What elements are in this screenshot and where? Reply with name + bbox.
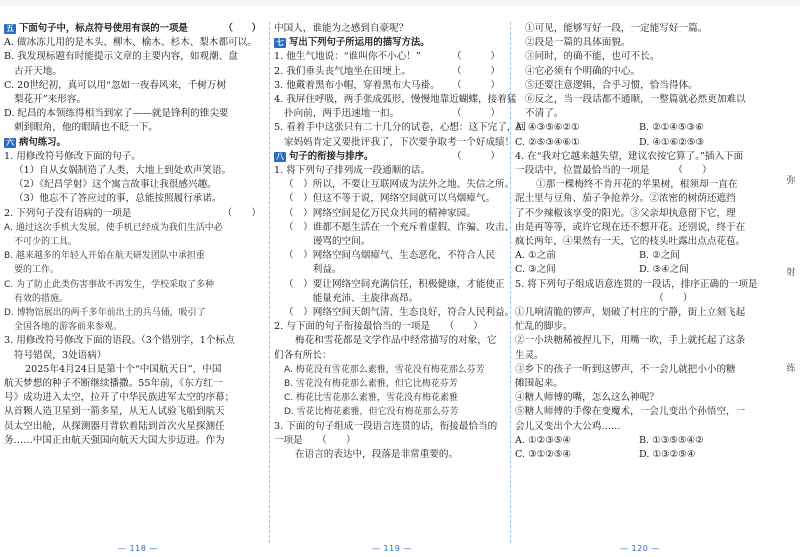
q7-line: [274, 121, 527, 135]
option-line: B. 越来越多的年轻人开始在航天研发团队中承担重: [4, 251, 205, 262]
option-row-left: C. ③之间: [515, 264, 556, 276]
answer-paren: （ ）: [452, 79, 500, 91]
passage-line: 员太空出舱，从探测器月背软着陆到首次火星探测任: [4, 420, 225, 432]
option-row: [515, 136, 763, 150]
q5-line: ④糖人师傅的嘴，怎么这么神呢？: [515, 392, 659, 404]
option-line: 要的工作。: [14, 265, 60, 276]
option-line: A. 做冰冻儿用的是木头、柳木、榆木、杉木、梨木都可以。: [4, 37, 257, 49]
option-row-right: B. ①③⑤⑤④②: [639, 434, 704, 446]
q5-line: 5. 将下列句子组成语意连贯的一段话，排序正确的一项是: [515, 278, 758, 290]
q4-line: 一段话中，位置最恰当的一项是 （ ）: [515, 165, 712, 177]
sentence-line: ⑤还要注意逻辑，合乎习惯，恰当得体。: [525, 79, 698, 91]
q8-1-items: [274, 178, 515, 320]
option-row-right: D. ①③②⑤④: [639, 449, 696, 461]
q5-line: ①几响清脆的锣声，划破了村庄的宁静，街上立刻飞起: [515, 307, 746, 319]
page-number-120: — 120 —: [620, 544, 660, 553]
option-row: [515, 263, 763, 277]
side-label-1: 弥: [786, 176, 796, 186]
q6-1-stem: 1. 用修改符号修改下面的句子。: [4, 150, 141, 162]
q5-line: 摊围起来。: [515, 378, 563, 390]
option-row-left: A. ④③⑤⑥②①: [515, 122, 580, 134]
q4-line: 4. 在“我对它越来越失望，建议农按它算了。”插入下面: [515, 150, 744, 162]
q7-text: 5. 看着手中这张只有二十几分的试卷，心想：这下完了，回: [274, 122, 527, 134]
section-7-heading: 七 写出下列句子所运用的描写方法。: [276, 37, 430, 49]
section-5-number: 五: [6, 24, 14, 33]
q4-line: 由是再等等，或许它现在还不想开花。还别说，终于在: [515, 221, 746, 233]
lead-line: 中国人，谁能为之感到自豪呢？: [274, 23, 409, 34]
option-row-right: D. ④①⑥②⑤③: [639, 136, 705, 148]
option-line: 有效的措施。: [14, 293, 69, 304]
option-row: [515, 249, 763, 263]
q4-line: ①那一棵梅终不肯开花的苹果树，根须却一直在: [536, 179, 738, 191]
q7-line: [274, 107, 506, 121]
q7-text: 4. 我屏住呼吸，两手张成弧形，慢慢地靠近蝴蝶，接着猛: [274, 94, 517, 106]
q5-line: 生灵。: [515, 349, 544, 361]
lead-text: [274, 22, 506, 36]
section-8-heading: 八 句子的衔接与排序。: [276, 150, 374, 162]
q6-1-items: [4, 164, 267, 207]
answer-paren: （ ）: [452, 51, 500, 63]
sentence-line: ③同时，的确不能，也可不长。: [525, 51, 660, 63]
page-120-column: [515, 22, 763, 462]
section-6-heading: 六 病句练习。: [6, 136, 66, 148]
q5-line: ②一小块糖稀被捏儿下，用嘴一吹，手上就托起了这条: [515, 335, 746, 347]
q7-line: [274, 50, 506, 64]
ordering-line: 利益。: [284, 264, 342, 276]
q7-line: [274, 79, 506, 93]
ordering-line: （ ）要让网络空间充满信任，积极健康，才能使正: [284, 278, 505, 290]
q4-line: 了不少辣椒该享受的阳光。③父亲却执意留下它，理: [515, 207, 736, 219]
q6-3-passage: [4, 334, 267, 448]
q7-line: [274, 136, 515, 150]
sentence-line: （3）他忘不了答应过的事，总能按照履行承诺。: [14, 193, 222, 205]
option-row-left: C. ③①②⑤④: [515, 449, 572, 461]
q5-line: （ ）: [515, 292, 693, 304]
passage-line: 号》成功进入太空，拉开了中华民族进军太空的序幕；: [4, 392, 235, 404]
option-row: [515, 121, 763, 135]
q8-3-line: 3. 下面的句子组成一段语言连贯的话，衔接最恰当的: [274, 420, 498, 432]
section-7-number: 七: [276, 38, 284, 48]
ordering-line: 谩骂的空间。: [284, 236, 371, 248]
passage-line: 3. 用修改符号修改下面的语段。（3个错别字，1个标点: [4, 335, 235, 347]
option-line: 刺到眼角，他的眼睛也不眨一下。: [14, 122, 158, 134]
q8-2-line: B. 雪花没有梅花那么素雅，但它比梅花芬芳: [284, 379, 458, 390]
side-label-3: 练: [786, 364, 796, 374]
option-line: D. 博物馆展出的两千多年前出土的兵马俑，吸引了: [4, 308, 206, 319]
option-line: 不可少的工具。: [14, 237, 78, 248]
option-row-right: D. ③④之间: [639, 264, 689, 276]
sentence-line: （1）自从女娲制造了人类，大地上到处欢声笑语。: [14, 165, 232, 177]
passage-line: 务……中国正由航天强国向航天大国大步迈进。作为: [4, 434, 225, 446]
option-line: B. 我发现标题有时能提示文章的主要内容，如观潮、盘: [4, 51, 238, 63]
sentence-line: 不清了。: [525, 108, 564, 120]
option-line: 全国各地的游客前来参观。: [14, 322, 123, 333]
option-row-left: A. ①②③⑤④: [515, 434, 572, 446]
q8-2-items: [274, 320, 506, 419]
page-118-column: [4, 22, 267, 448]
q8-3-items: [274, 420, 506, 463]
option-line: C. 20世纪初，真可以用“忽如一夜春风来，千树万树: [4, 79, 227, 91]
q5-line: ⑤糖人师傅的手像在变魔术，一会儿变出个孙悟空，一: [515, 406, 746, 418]
column-divider-2: [510, 22, 511, 543]
passage-line: 航天梦想的种子不断继续播撒。55年前，《东方红一: [4, 378, 223, 390]
options-4: [515, 249, 763, 277]
options-a: [515, 121, 763, 149]
ordering-line: （ ）网络空间是亿万民众共同的精神家园。: [284, 207, 476, 219]
q6-2-options: [4, 221, 267, 335]
option-row: [515, 448, 763, 462]
q6-2-stem: 2. 下列句子没有语病的一项是 （ ）: [4, 207, 261, 219]
q8-2-line: 们各有所长：: [274, 349, 332, 361]
option-line: A. 通过这次手机大发展，使手机已经成为我们生活中必: [4, 222, 223, 233]
q8-2-line: 2. 与下面的句子衔接最恰当的一项是 （ ）: [274, 321, 483, 333]
sentence-line: （2）《纪昌学射》这个寓言故事让我很感兴趣。: [14, 179, 217, 191]
q4-line: 疯长两年，④果然有一天，它的枝头吐露出点点花苞。: [515, 236, 746, 248]
option-line: 梨花开”来形容。: [14, 94, 87, 106]
option-row: [515, 434, 763, 448]
ordering-line: （ ）网络空间天朗气清、生态良好，符合人民利益。: [284, 307, 515, 319]
page-number-118: — 118 —: [118, 544, 158, 553]
q8-2-line: 梅花和雪花都是文学作品中经常描写的对象，它: [295, 335, 497, 347]
section-6-number: 六: [6, 137, 14, 147]
q8-3-line: 一项是 （ ）: [274, 434, 356, 446]
option-line: C. 为了防止此类伤害事故不再发生，学校采取了多种: [4, 279, 215, 290]
sentence-line: ④它必须有个明确的中心。: [525, 65, 641, 77]
section-8-number: 八: [276, 151, 284, 161]
question-5: [515, 278, 763, 434]
q5-line: 会儿又变出个大公鸡……: [515, 420, 621, 432]
column-divider-1: [269, 22, 270, 543]
sentence-line: ②段是一篇的具体面貌。: [525, 37, 631, 49]
q7-text: 2. 我们垂头丧气地坐在田埂上。: [274, 65, 411, 77]
option-line: 古开天地。: [14, 65, 62, 77]
passage-line: 从首颗人造卫星到一箭多星，从无人试验飞船到航天: [4, 406, 225, 418]
passage-line: 符号错误，3处语病）: [14, 349, 107, 361]
q8-1-stem: 1. 将下列句子排列成一段通顺的话。: [274, 165, 431, 177]
option-row-left: A. ①之前: [515, 250, 556, 262]
ordering-line: （ ）所以，不要让互联网成为法外之地、失信之所。: [284, 179, 515, 191]
option-line: D. 纪昌的本领练得相当到家了——就是锋利的锥尖要: [4, 108, 229, 120]
q8-2-line: C. 梅花比雪花那么素雅，雪花没有梅花素雅: [284, 393, 459, 404]
ordering-line: （ ）网络空间乌烟瘴气、生态恶化，不符合人民: [284, 250, 496, 262]
q7-text: 扑向前，两手迅速地一扣。: [284, 108, 400, 120]
ordering-line: （ ）谁都不愿生活在一个充斥着虚假、诈骗、攻击、: [284, 221, 515, 233]
option-row-left: C. ②⑤③④⑥①: [515, 136, 580, 148]
q7-line: [274, 65, 506, 79]
sentence-line: ⑥反之，当一段话都不通顺，一整篇就必然更加难以: [525, 94, 746, 106]
q8-2-line: D. 雪花比梅花素雅，但它没有梅花那么芬芳: [284, 407, 459, 418]
ordering-line: （ ）但这不等于说，网络空间就可以乌烟瘴气。: [284, 193, 496, 205]
top-edge: [0, 0, 800, 6]
answer-paren: （ ）: [452, 108, 500, 120]
page-119-column: [274, 22, 527, 462]
q7-line: [274, 93, 517, 107]
section-5-heading: 五 下面句子中，标点符号使用有误的一项是 （ ）: [6, 23, 261, 34]
side-label-2: 射: [786, 268, 796, 278]
passage-line: 2025年4月24日是第十个“中国航天日”，中国: [25, 363, 222, 375]
q8-3-line: 在语言的表达中，段落是非常重要的。: [295, 449, 459, 461]
answer-paren: （ ）: [452, 150, 500, 162]
sentence-line: ①可见，能够写好一段，一定能写好一篇。: [525, 23, 708, 34]
q5-line: ③乡下的孩子一听到这锣声，不一会儿就把小小的糖: [515, 363, 736, 375]
q4-line: 泥土里与豆角、茄子争抢养分。②浓密的树荫还遮挡: [515, 193, 736, 205]
q7-text: 3. 他戴着黑布小帽，穿着黑布大马褂。: [274, 79, 440, 91]
sentence-list-a: [515, 22, 763, 121]
answer-paren: （ ）: [452, 65, 500, 77]
options-5: [515, 434, 763, 462]
question-4: [515, 150, 763, 249]
option-row-right: B. ②之间: [639, 250, 680, 262]
q8-2-line: A. 梅花没有雪花那么素雅，雪花没有梅花那么芬芳: [284, 364, 485, 375]
q5-line: 忙乱的脚步。: [515, 321, 573, 333]
ordering-line: 能量充沛、主旋律高昂。: [284, 292, 419, 304]
section-5-options: [4, 36, 267, 135]
q7-text: 家妈妈肯定又要批评我了，下次要争取考一个好成绩！: [284, 136, 515, 148]
q7-text: 1. 他生气地说：“谁叫你不小心！”: [274, 51, 421, 63]
option-row-right: B. ②①④⑤③⑥: [639, 122, 704, 134]
page-number-119: — 119 —: [372, 544, 412, 553]
